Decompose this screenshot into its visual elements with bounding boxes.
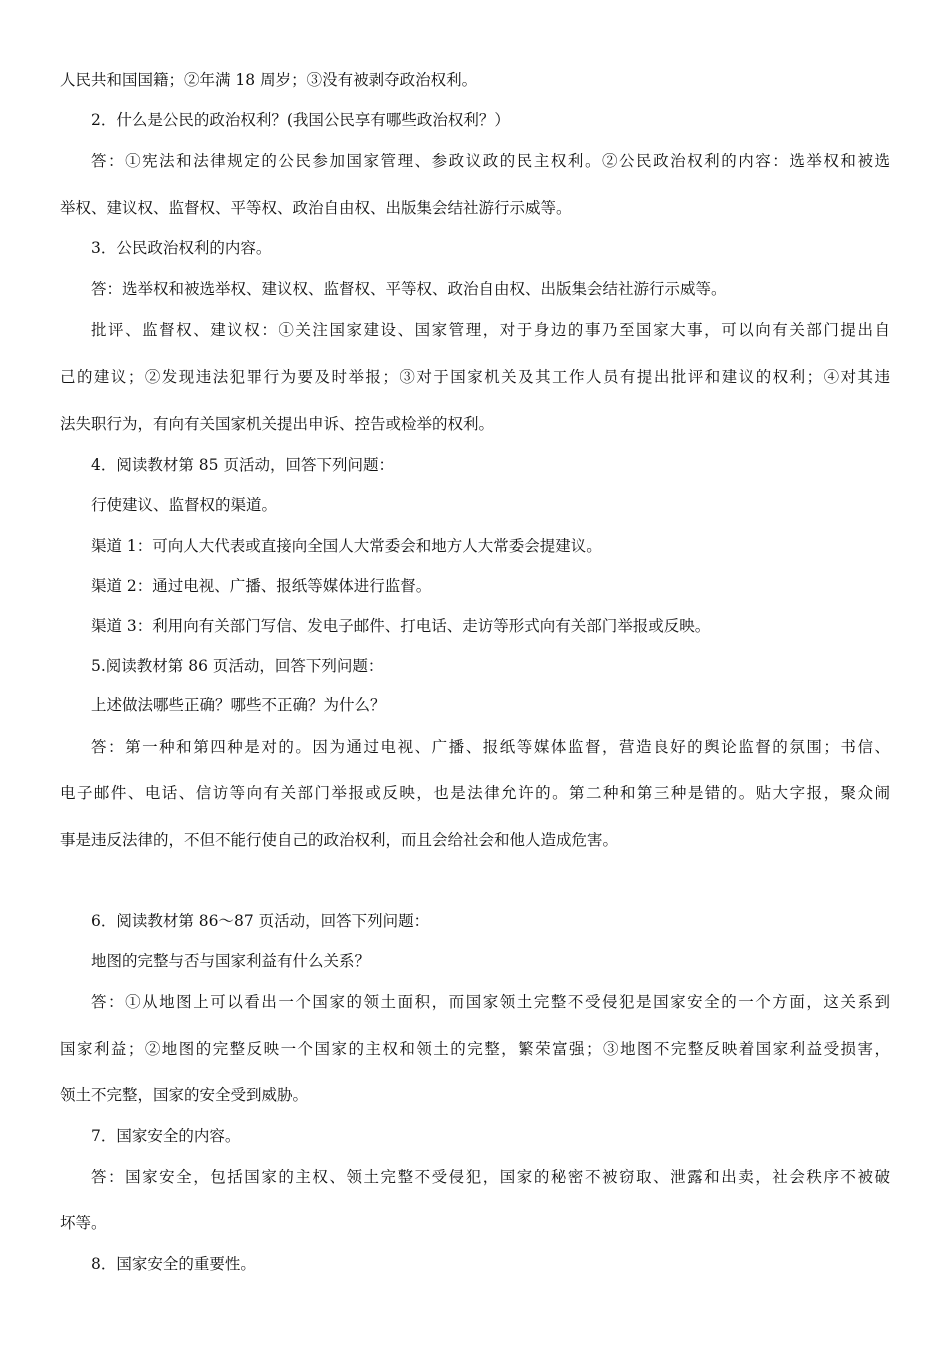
- channel-3: 渠道 3：利用向有关部门写信、发电子邮件、打电话、走访等形式向有关部门举报或反映。: [91, 617, 711, 635]
- question-8: 8．国家安全的重要性。: [91, 1255, 256, 1273]
- answer-3: 答：选举权和被选举权、建议权、监督权、平等权、政治自由权、出版集会结社游行示威等。: [91, 280, 727, 298]
- channel-1: 渠道 1：可向人大代表或直接向全国人大常委会和地方人大常委会提建议。: [91, 537, 602, 555]
- paragraph-rights-line-2: 己的建议；②发现违法犯罪行为要及时举报；③对于国家机关及其工作人员有提出批评和建议的权利；④对其违: [60, 368, 890, 386]
- paragraph-rights-line-3: 法失职行为，有向有关国家机关提出申诉、控告或检举的权利。: [60, 415, 495, 433]
- answer-6-line-1: 答：①从地图上可以看出一个国家的领土面积，而国家领土完整不受侵犯是国家安全的一个方面，这关系到: [91, 993, 890, 1011]
- answer-6-line-2: 国家利益；②地图的完整反映一个国家的主权和领土的完整，繁荣富强；③地图不完整反映着国家利益受损害，: [60, 1040, 890, 1058]
- text-line: 人民共和国国籍；②年满 18 周岁；③没有被剥夺政治权利。: [60, 71, 478, 89]
- answer-7-line-2: 坏等。: [60, 1214, 107, 1232]
- question-4: 4．阅读教材第 85 页活动，回答下列问题：: [91, 456, 394, 474]
- question-5: 5.阅读教材第 86 页活动，回答下列问题：: [91, 657, 384, 675]
- question-6-subtitle: 地图的完整与否与国家利益有什么关系？: [91, 952, 371, 970]
- question-3: 3．公民政治权利的内容。: [91, 239, 272, 257]
- paragraph-rights-line-1: 批评、监督权、建议权：①关注国家建设、国家管理，对于身边的事乃至国家大事，可以向有关部门提出自: [91, 321, 890, 339]
- question-7: 7．国家安全的内容。: [91, 1127, 241, 1145]
- answer-7-line-1: 答：国家安全，包括国家的主权、领土完整不受侵犯，国家的秘密不被窃取、泄露和出卖，社会秩序不被破: [91, 1168, 890, 1186]
- answer-5-line-2: 电子邮件、电话、信访等向有关部门举报或反映，也是法律允许的。第二种和第三种是错的。贴大字报，聚众闹: [60, 784, 890, 802]
- answer-6-line-3: 领土不完整，国家的安全受到威胁。: [60, 1086, 309, 1104]
- question-4-subtitle: 行使建议、监督权的渠道。: [91, 496, 278, 514]
- answer-5-line-3: 事是违反法律的，不但不能行使自己的政治权利，而且会给社会和他人造成危害。: [60, 831, 619, 849]
- answer-5-line-1: 答：第一种和第四种是对的。因为通过电视、广播、报纸等媒体监督，营造良好的舆论监督的氛围；书信、: [91, 738, 890, 756]
- question-5-subtitle: 上述做法哪些正确？哪些不正确？为什么？: [91, 696, 386, 714]
- answer-2-line-1: 答：①宪法和法律规定的公民参加国家管理、参政议政的民主权利。②公民政治权利的内容：选举权和被选: [91, 152, 890, 170]
- answer-2-line-2: 举权、建议权、监督权、平等权、政治自由权、出版集会结社游行示威等。: [60, 199, 572, 217]
- channel-2: 渠道 2：通过电视、广播、报纸等媒体进行监督。: [91, 577, 432, 595]
- question-2: 2．什么是公民的政治权利？(我国公民享有哪些政治权利？）: [91, 111, 510, 129]
- question-6: 6．阅读教材第 86～87 页活动，回答下列问题：: [91, 912, 430, 930]
